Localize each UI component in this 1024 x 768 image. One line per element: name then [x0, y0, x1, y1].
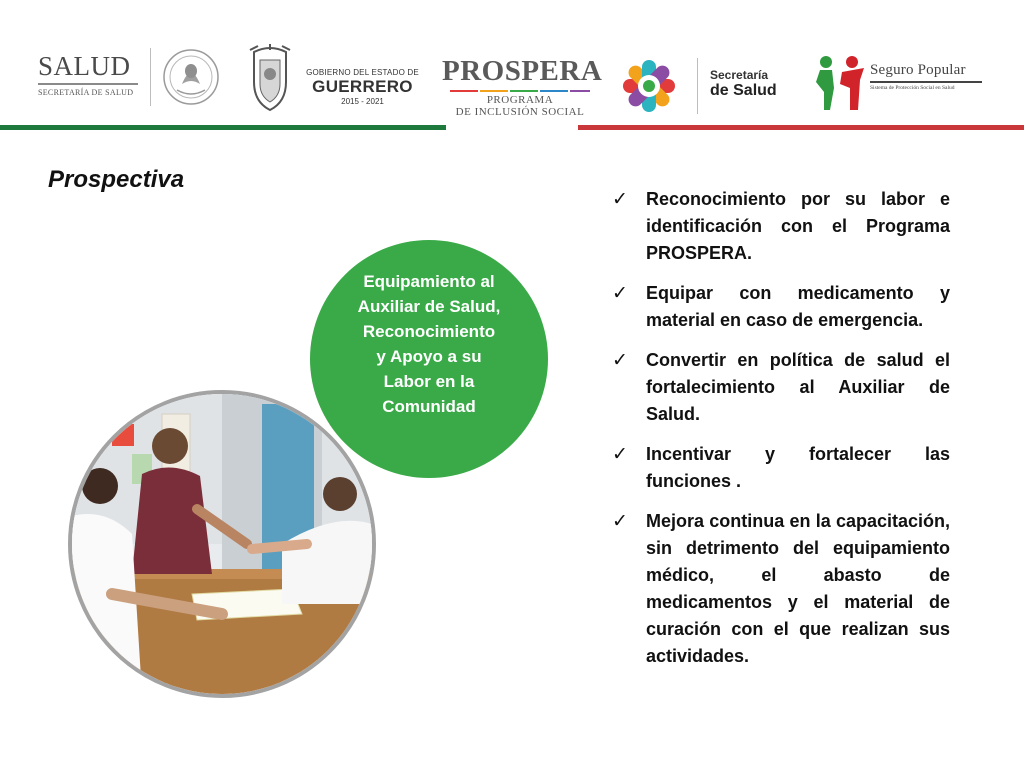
- seguro-popular-logo: [870, 62, 982, 91]
- check-icon: ✓: [612, 189, 628, 210]
- prospera-line1: PROGRAMA: [486, 94, 554, 106]
- list-item: [612, 186, 950, 267]
- seguro-popular-figures-icon: [812, 54, 868, 114]
- seguro-popular-rule: [870, 81, 982, 83]
- prospera-title: PROSPERA: [442, 55, 603, 87]
- highlight-circle-text: Equipamiento al Auxiliar de Salud, Reconocimiento y Apoyo a su Labor en la Comunidad: [357, 272, 501, 416]
- logo-divider: [697, 58, 698, 114]
- check-icon: ✓: [612, 444, 628, 465]
- secretaria-logo: [710, 68, 777, 100]
- guerrero-shield-icon: [246, 44, 294, 114]
- prospera-stripes-icon: [442, 90, 598, 96]
- check-icon: ✓: [612, 283, 628, 304]
- salud-logo: [38, 52, 138, 97]
- logo-header: [0, 0, 1024, 130]
- guerrero-line1: GOBIERNO DEL ESTADO DE: [306, 68, 419, 77]
- guerrero-name: GUERRERO: [312, 77, 413, 96]
- slide-title: Prospectiva: [48, 166, 185, 193]
- secretaria-line2: de Salud: [710, 82, 777, 99]
- handshake-photo: [68, 390, 376, 698]
- list-item: [612, 441, 950, 495]
- bullet-text: Incentivar y fortalecer las funciones .: [646, 444, 950, 491]
- check-icon: ✓: [612, 350, 628, 371]
- bullet-text: Convertir en política de salud el fortalecimiento al Auxiliar de Salud.: [646, 350, 950, 424]
- logo-divider: [150, 48, 151, 106]
- national-seal-icon: [162, 44, 220, 110]
- bullet-text: Reconocimiento por su labor e identificación con el Programa PROSPERA.: [646, 189, 950, 263]
- secretaria-line1: Secretaría: [710, 68, 769, 82]
- secretaria-emblem-icon: [615, 54, 683, 118]
- list-item: [612, 280, 950, 334]
- guerrero-years: 2015 - 2021: [341, 97, 384, 106]
- list-item: [612, 508, 950, 670]
- bullet-text: Equipar con medicamento y material en caso de emergencia.: [646, 283, 950, 330]
- guerrero-logo: [305, 68, 420, 106]
- salud-logo-subtitle: SECRETARÍA DE SALUD: [38, 88, 134, 97]
- prospera-logo: [442, 55, 603, 118]
- highlight-circle: [310, 240, 548, 478]
- bullet-text: Mejora continua en la capacitación, sin detrimento del equipamiento médico, el abasto de medicamentos y el material de curación con el que realizan sus actividades.: [646, 511, 950, 666]
- prospera-line2: DE INCLUSIÓN SOCIAL: [455, 106, 585, 118]
- salud-logo-rule: [38, 83, 138, 85]
- handshake-photo-icon: [72, 394, 372, 694]
- salud-logo-title: SALUD: [38, 51, 131, 81]
- seguro-popular-subtitle: Sistema de Protección Social en Salud: [870, 85, 955, 91]
- header-band-green: [0, 125, 446, 130]
- check-icon: ✓: [612, 511, 628, 532]
- bullet-list: [612, 186, 950, 683]
- list-item: [612, 347, 950, 428]
- seguro-popular-title: Seguro Popular: [870, 62, 966, 78]
- header-band-red: [578, 125, 1024, 130]
